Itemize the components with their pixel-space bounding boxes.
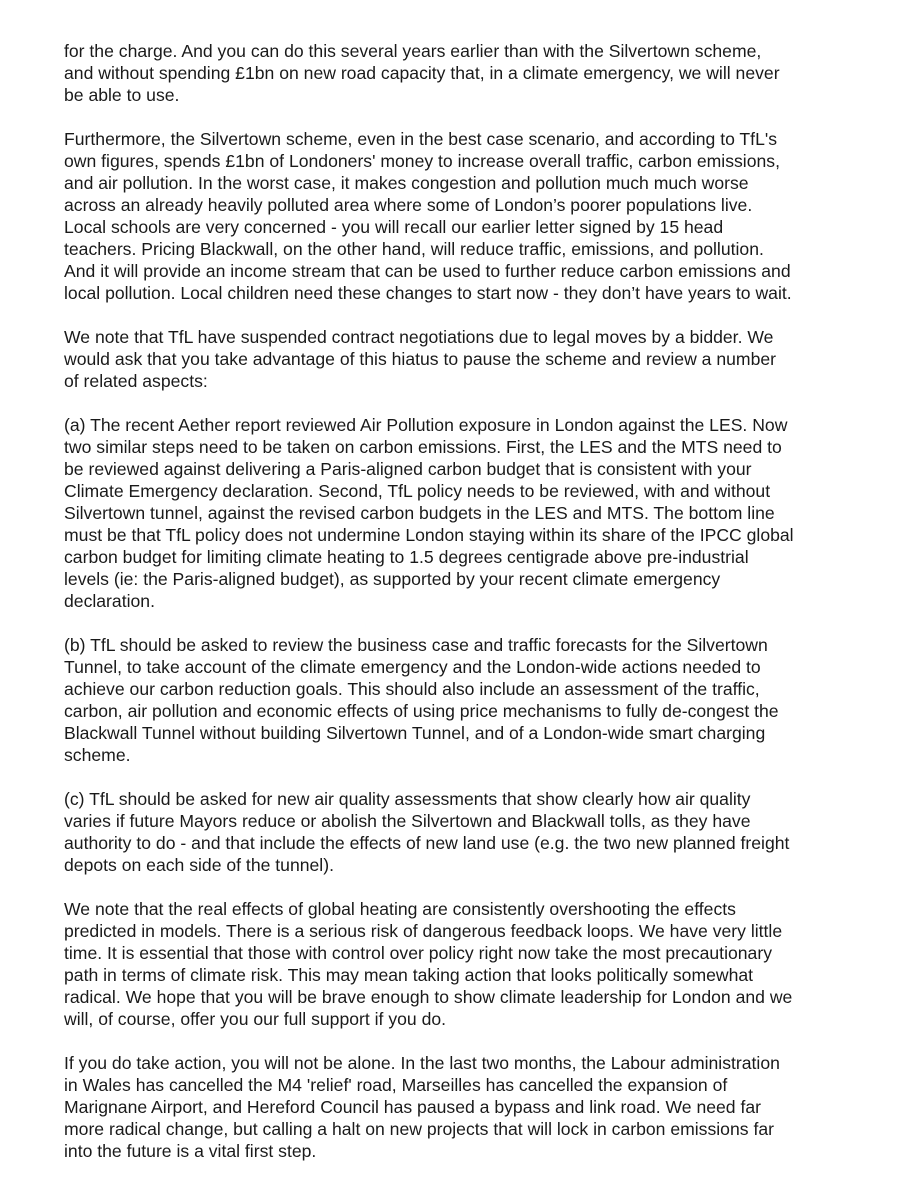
paragraph-item-c: (c) TfL should be asked for new air quality assessments that show clearly how air quality varies if future Mayors reduce or abolish the Silvertown and Blackwall tolls, as they have authority to do - and that include the effects of new land use (e.g. the two new planned freight depots on each side of the tunnel).: [64, 789, 790, 875]
paragraph-contract-hiatus: We note that TfL have suspended contract negotiations due to legal moves by a bidder. We would ask that you take advantage of this hiatus to pause the scheme and review a number of related aspects:: [64, 327, 777, 391]
paragraph-not-alone: If you do take action, you will not be alone. In the last two months, the Labour administration in Wales has cancelled the M4 'relief' road, Marseilles has cancelled the expansion of Marignane Airport, and Hereford Council has paused a bypass and link road. We need far more radical change, but calling a halt on new projects that will lock in carbon emissions far into the future is a vital first step.: [64, 1053, 780, 1161]
paragraph-item-a: (a) The recent Aether report reviewed Air Pollution exposure in London against the LES. Now two similar steps need to be taken on carbon emissions. First, the LES and the MTS need to be reviewed against delivering a Paris-aligned carbon budget that is consistent with your Climate Emergency declaration. Second, TfL policy needs to be reviewed, with and without Silvertown tunnel, against the revised carbon budgets in the LES and MTS. The bottom line must be that TfL policy does not undermine London staying within its share of the IPCC global carbon budget for limiting climate heating to 1.5 degrees centigrade above pre-industrial levels (ie: the Paris-aligned budget), as supported by your recent climate emergency declaration.: [64, 415, 794, 611]
paragraph-silvertown-impact: Furthermore, the Silvertown scheme, even in the best case scenario, and according to TfL's own figures, spends £1bn of Londoners' money to increase overall traffic, carbon emissions, and air pollution. In the worst case, it makes congestion and pollution much much worse across an already heavily polluted area where some of London’s poorer populations live. Local schools are very concerned - you will recall our earlier letter signed by 15 head teachers. Pricing Blackwall, on the other hand, will reduce traffic, emissions, and pollution. And it will provide an income stream that can be used to further reduce carbon emissions and local pollution. Local children need these changes to start now - they don’t have years to wait.: [64, 129, 792, 303]
paragraph-charge-timing: for the charge. And you can do this several years earlier than with the Silvertown scheme, and without spending £1bn on new road capacity that, in a climate emergency, we will never be able to use.: [64, 41, 780, 105]
paragraph-item-b: (b) TfL should be asked to review the business case and traffic forecasts for the Silvertown Tunnel, to take account of the climate emergency and the London-wide actions needed to achieve our carbon reduction goals. This should also include an assessment of the traffic, carbon, air pollution and economic effects of using price mechanisms to fully de-congest the Blackwall Tunnel without building Silvertown Tunnel, and of a London-wide smart charging scheme.: [64, 635, 779, 765]
paragraph-global-heating: We note that the real effects of global heating are consistently overshooting the effects predicted in models. There is a serious risk of dangerous feedback loops. We have very little time. It is essential that those with control over policy right now take the most precautionary path in terms of climate risk. This may mean taking action that looks politically somewhat radical. We hope that you will be brave enough to show climate leadership for London and we will, of course, offer you our full support if you do.: [64, 899, 793, 1029]
letter-page: [64, 40, 794, 1162]
